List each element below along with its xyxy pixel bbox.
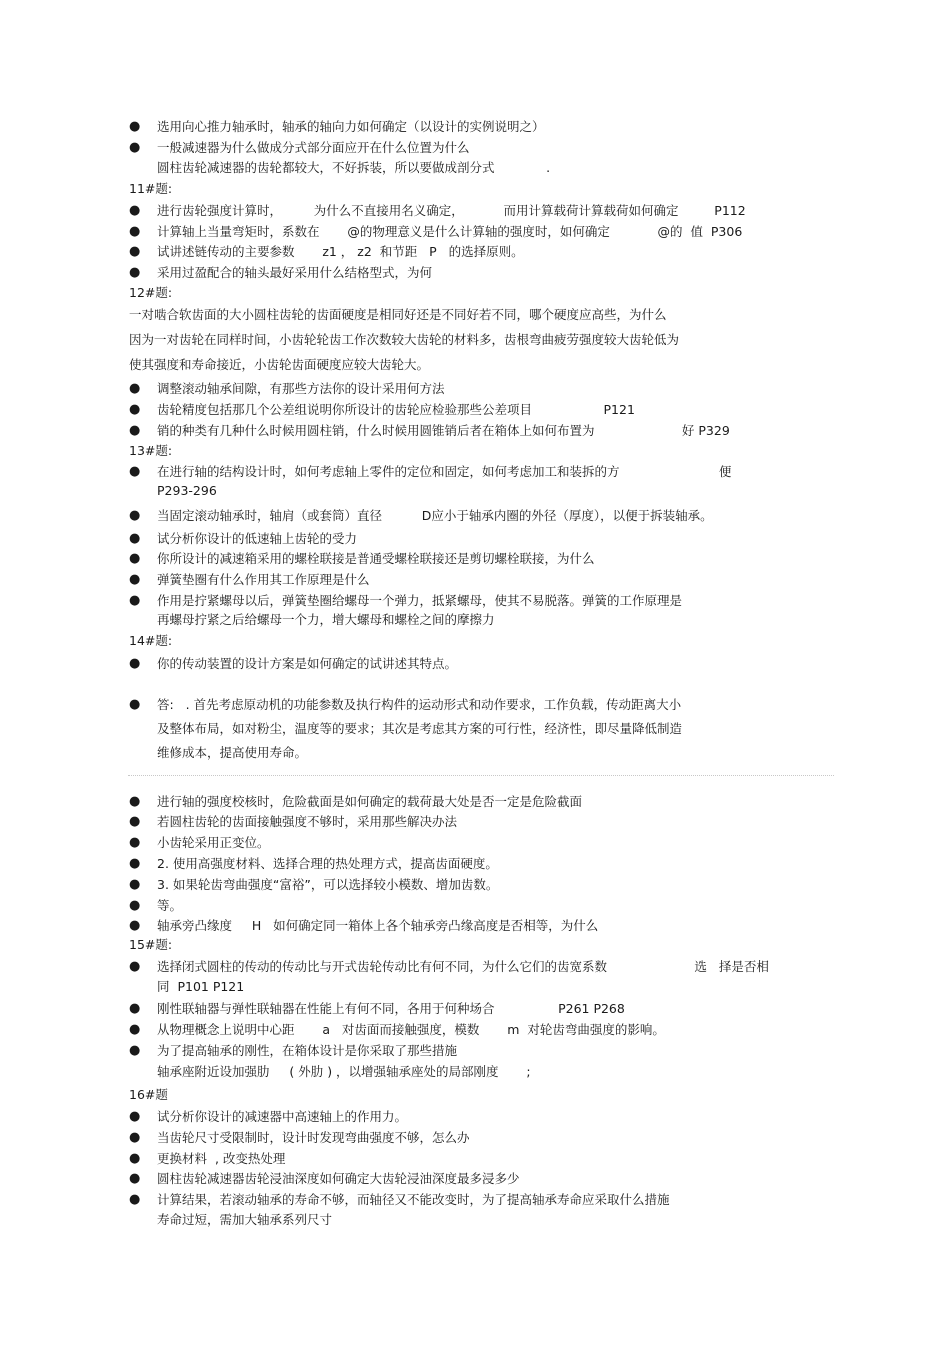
question-text: 一般减速器为什么做成分式部分面应开在什么位置为什么	[157, 140, 470, 155]
bullet-icon: ●	[129, 593, 141, 608]
bullet-icon: ●	[129, 402, 141, 417]
bullet-icon: ●	[129, 918, 141, 933]
question-text: 你的传动装置的设计方案是如何确定的试讲述其特点。	[157, 656, 458, 671]
question-text: 计算轴上当量弯矩时，系数在 @的物理意义是什么计算轴的强度时，如何确定 @的 值 P306	[157, 224, 743, 239]
question-text: 试分析你设计的减速器中高速轴上的作用力。	[157, 1109, 408, 1124]
bullet-icon: ●	[129, 572, 141, 587]
bullet-icon: ●	[129, 959, 141, 974]
answer-text: 2. 使用高强度材料、选择合理的热处理方式，提高齿面硬度。	[157, 856, 498, 871]
bullet-icon: ●	[129, 423, 141, 438]
bullet-icon: ●	[129, 1171, 141, 1186]
question-text: 当固定滚动轴承时，轴肩（或套筒）直径 D应小于轴承内圈的外径（厚度），以便于拆装轴承。	[157, 508, 713, 523]
bullet-icon: ●	[129, 224, 141, 239]
continuation-text: 再螺母拧紧之后给螺母一个力，增大螺母和螺栓之间的摩擦力	[157, 612, 495, 627]
bullet-icon: ●	[129, 1001, 141, 1016]
continuation-text: 同 P101 P121	[157, 979, 245, 994]
question-text: 轴承旁凸缘度 H 如何确定同一箱体上各个轴承旁凸缘高度是否相等，为什么	[157, 918, 599, 933]
bullet-icon: ●	[129, 244, 141, 259]
bullet-icon: ●	[129, 856, 141, 871]
question-text: 计算结果，若滚动轴承的寿命不够，而轴径又不能改变时，为了提高轴承寿命应采取什么措施	[157, 1192, 670, 1207]
question-text: 选用向心推力轴承时，轴承的轴向力如何确定（以设计的实例说明之）	[157, 119, 545, 134]
bullet-icon: ●	[129, 794, 141, 809]
continuation-text: 寿命过短，需加大轴承系列尺寸	[157, 1212, 333, 1227]
bullet-icon: ●	[129, 877, 141, 892]
bullet-icon: ●	[129, 1109, 141, 1124]
question-text: 采用过盈配合的轴头最好采用什么结格型式，为何	[157, 265, 433, 280]
page-divider	[128, 775, 834, 776]
bullet-icon: ●	[129, 203, 141, 218]
question-text: 齿轮精度包括那几个公差组说明你所设计的齿轮应检验那些公差项目 P121	[157, 402, 635, 417]
continuation-text: 及整体布局，如对粉尘，温度等的要求；其次是考虑其方案的可行性，经济性，即尽量降低制造	[157, 721, 683, 736]
bullet-icon: ●	[129, 119, 141, 134]
answer-text: 答: . 首先考虑原动机的功能参数及执行构件的运动形式和动作要求，工作负载，传动距离大小	[157, 697, 682, 712]
answer-text: 作用是拧紧螺母以后，弹簧垫圈给螺母一个弹力，抵紧螺母，使其不易脱落。弹簧的工作原理是	[157, 593, 683, 608]
bullet-icon: ●	[129, 381, 141, 396]
bullet-icon: ●	[129, 1043, 141, 1058]
bullet-icon: ●	[129, 1151, 141, 1166]
bullet-icon: ●	[129, 531, 141, 546]
bullet-icon: ●	[129, 697, 141, 712]
question-text: 试讲述链传动的主要参数 z1 ， z2 和节距 P 的选择原则。	[157, 244, 524, 259]
bullet-icon: ●	[129, 140, 141, 155]
paragraph-text: 一对啮合软齿面的大小圆柱齿轮的齿面硬度是相同好还是不同好若不同，哪个硬度应高些，为什么	[129, 307, 667, 322]
question-text: 进行齿轮强度计算时， 为什么不直接用名义确定， 而用计算载荷计算载荷如何确定 P112	[157, 203, 746, 218]
bullet-icon: ●	[129, 508, 141, 523]
bullet-icon: ●	[129, 551, 141, 566]
question-text: 选择闭式圆柱的传动的传动比与开式齿轮传动比有何不同，为什么它们的齿宽系数 选 择是否相	[157, 959, 769, 974]
section-heading-text: 11#题:	[129, 181, 173, 196]
continuation-text: P293-296	[157, 483, 217, 498]
section-heading-text: 14#题:	[129, 633, 173, 648]
answer-text: 更换材料 , 改变热处理	[157, 1151, 286, 1166]
bullet-icon: ●	[129, 835, 141, 850]
bullet-icon: ●	[129, 656, 141, 671]
section-heading-text: 13#题:	[129, 443, 173, 458]
bullet-icon: ●	[129, 265, 141, 280]
bullet-icon: ●	[129, 464, 141, 479]
section-heading-text: 12#题:	[129, 285, 173, 300]
bullet-icon: ●	[129, 814, 141, 829]
question-text: 为了提高轴承的刚性，在箱体设计是你采取了那些措施	[157, 1043, 458, 1058]
question-text: 弹簧垫圈有什么作用其工作原理是什么	[157, 572, 370, 587]
paragraph-text: 因为一对齿轮在同样时间，小齿轮轮齿工作次数较大齿轮的材料多，齿根弯曲疲劳强度较大齿轮低为	[129, 332, 680, 347]
bullet-icon: ●	[129, 1130, 141, 1145]
bullet-icon: ●	[129, 1192, 141, 1207]
question-text: 进行轴的强度校核时，危险截面是如何确定的载荷最大处是否一定是危险截面	[157, 794, 583, 809]
bullet-icon: ●	[129, 898, 141, 913]
answer-text: 小齿轮采用正变位。	[157, 835, 270, 850]
answer-text: 圆柱齿轮减速器的齿轮都较大，不好拆装，所以要做成剖分式 .	[157, 160, 551, 175]
question-text: 刚性联轴器与弹性联轴器在性能上有何不同，各用于何种场合 P261 P268	[157, 1001, 625, 1016]
answer-text: 3. 如果轮齿弯曲强度“富裕”，可以选择较小模数、增加齿数。	[157, 877, 499, 892]
question-text: 当齿轮尺寸受限制时，设计时发现弯曲强度不够，怎么办	[157, 1130, 470, 1145]
question-text: 从物理概念上说明中心距 a 对齿面而接触强度，模数 m 对轮齿弯曲强度的影响。	[157, 1022, 665, 1037]
bullet-icon: ●	[129, 1022, 141, 1037]
question-text: 在进行轴的结构设计时，如何考虑轴上零件的定位和固定，如何考虑加工和装拆的方 便	[157, 464, 732, 479]
continuation-text: 维修成本，提高使用寿命。	[157, 745, 308, 760]
paragraph-text: 使其强度和寿命接近，小齿轮齿面硬度应较大齿轮大。	[129, 357, 430, 372]
question-text: 调整滚动轴承间隙，有那些方法你的设计采用何方法	[157, 381, 445, 396]
continuation-text: 轴承座附近设加强肋 ( 外肋 ) ，以增强轴承座处的局部刚度 ;	[157, 1064, 531, 1079]
question-text: 圆柱齿轮减速器齿轮浸油深度如何确定大齿轮浸油深度最多浸多少	[157, 1171, 520, 1186]
question-text: 若圆柱齿轮的齿面接触强度不够时，采用那些解决办法	[157, 814, 458, 829]
question-text: 试分析你设计的低速轴上齿轮的受力	[157, 531, 358, 546]
question-text: 你所设计的减速箱采用的螺栓联接是普通受螺栓联接还是剪切螺栓联接，为什么	[157, 551, 595, 566]
answer-text: 等。	[157, 898, 183, 913]
question-text: 销的种类有几种什么时候用圆柱销，什么时候用圆锥销后者在箱体上如何布置为 好 P329	[157, 423, 730, 438]
section-heading-text: 15#题:	[129, 937, 173, 952]
section-heading-text: 16#题	[129, 1087, 168, 1102]
